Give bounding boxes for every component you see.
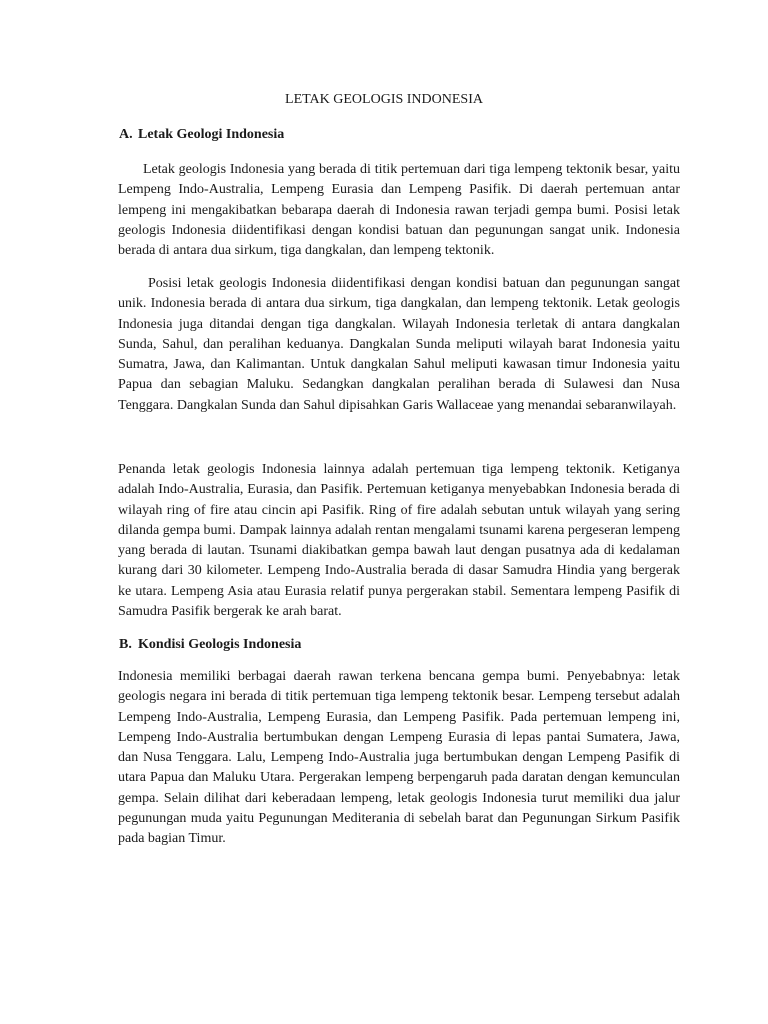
- paragraph-3: Penanda letak geologis Indonesia lainnya adalah pertemuan tiga lempeng tektonik. Ketiganya adalah Indo-Australia, Eurasia, dan Pasifik. Pertemuan ketiganya menyebabkan Indonesia berada di wilayah ring of fire atau cincin api Pasifik. Ring of fire adalah sebutan untuk wilayah yang sering dilanda gempa bumi. Dampak lainnya adalah rentan mengalami tsunami karena pergeseran lempeng yang berada di lautan. Tsunami diakibatkan gempa bawah laut dengan pusatnya ada di kedalaman kurang dari 30 kilometer. Lempeng Indo-Australia berada di dasar Samudra Hindia yang bergerak ke utara. Lempeng Asia atau Eurasia relatif punya pergerakan stabil. Sementara lempeng Pasifik di Samudra Pasifik bergerak ke arah barat.: [118, 462, 680, 620]
- section-b-number: B.: [119, 637, 132, 652]
- document-title: LETAK GEOLOGIS INDONESIA: [285, 92, 483, 107]
- paragraph-4: Indonesia memiliki berbagai daerah rawan terkena bencana gempa bumi. Penyebabnya: letak geologis negara ini berada di titik pertemuan tiga lempeng tektonik besar. Lempeng tersebut adalah Lempeng Indo-Australia, Lempeng Eurasia, dan Lempeng Pasifik. Pada pertemuan lempeng ini, Lempeng Indo-Australia bertumbukan dengan Lempeng Eurasia di lepas pantai Sumatera, Jawa, dan Nusa Tenggara. Lalu, Lempeng Indo-Australia juga bertumbukan dengan Lempeng Pasifik di utara Papua dan Maluku Utara. Pergerakan lempeng berpengaruh pada daratan dengan kemunculan gempa. Selain dilihat dari keberadaan lempeng, letak geologis Indonesia turut memiliki dua jalur pegunungan muda yaitu Pegunungan Mediterania di sebelah barat dan Pegunungan Sirkum Pasifik pada bagian Timur.: [118, 669, 680, 847]
- section-a-heading: [119, 127, 284, 143]
- section-b-heading: [119, 637, 301, 653]
- paragraph-1: Letak geologis Indonesia yang berada di titik pertemuan dari tiga lempeng tektonik besar, yaitu Lempeng Indo-Australia, Lempeng Eurasia dan Lempeng Pasifik. Di daerah pertemuan antar lempeng ini mengakibatkan bebarapa daerah di Indonesia rawan terjadi gempa bumi. Posisi letak geologis Indonesia diidentifikasi dengan kondisi batuan dan pegunungan sangat unik. Indonesia berada di antara dua sirkum, tiga dangkalan, dan lempeng tektonik.: [118, 162, 680, 259]
- section-b-title: Kondisi Geologis Indonesia: [138, 637, 302, 652]
- section-a-number: A.: [119, 127, 133, 142]
- paragraph-2: Posisi letak geologis Indonesia diidentifikasi dengan kondisi batuan dan pegunungan sangat unik. Indonesia berada di antara dua sirkum, tiga dangkalan, dan lempeng tektonik. Letak geologis Indonesia juga ditandai dengan tiga dangkalan. Wilayah Indonesia terletak di antara dangkalan Sunda, Sahul, dan peralihan keduanya. Dangkalan Sunda meliputi wilayah barat Indonesia yaitu Sumatra, Jawa, dan Kalimantan. Untuk dangkalan Sahul meliputi kawasan timur Indonesia yaitu Papua dan sebagian Maluku. Sedangkan dangkalan peralihan berada di Sulawesi dan Nusa Tenggara. Dangkalan Sunda dan Sahul dipisahkan Garis Wallaceae yang menandai sebaranwilayah.: [118, 276, 680, 413]
- section-a-title: Letak Geologi Indonesia: [138, 127, 285, 142]
